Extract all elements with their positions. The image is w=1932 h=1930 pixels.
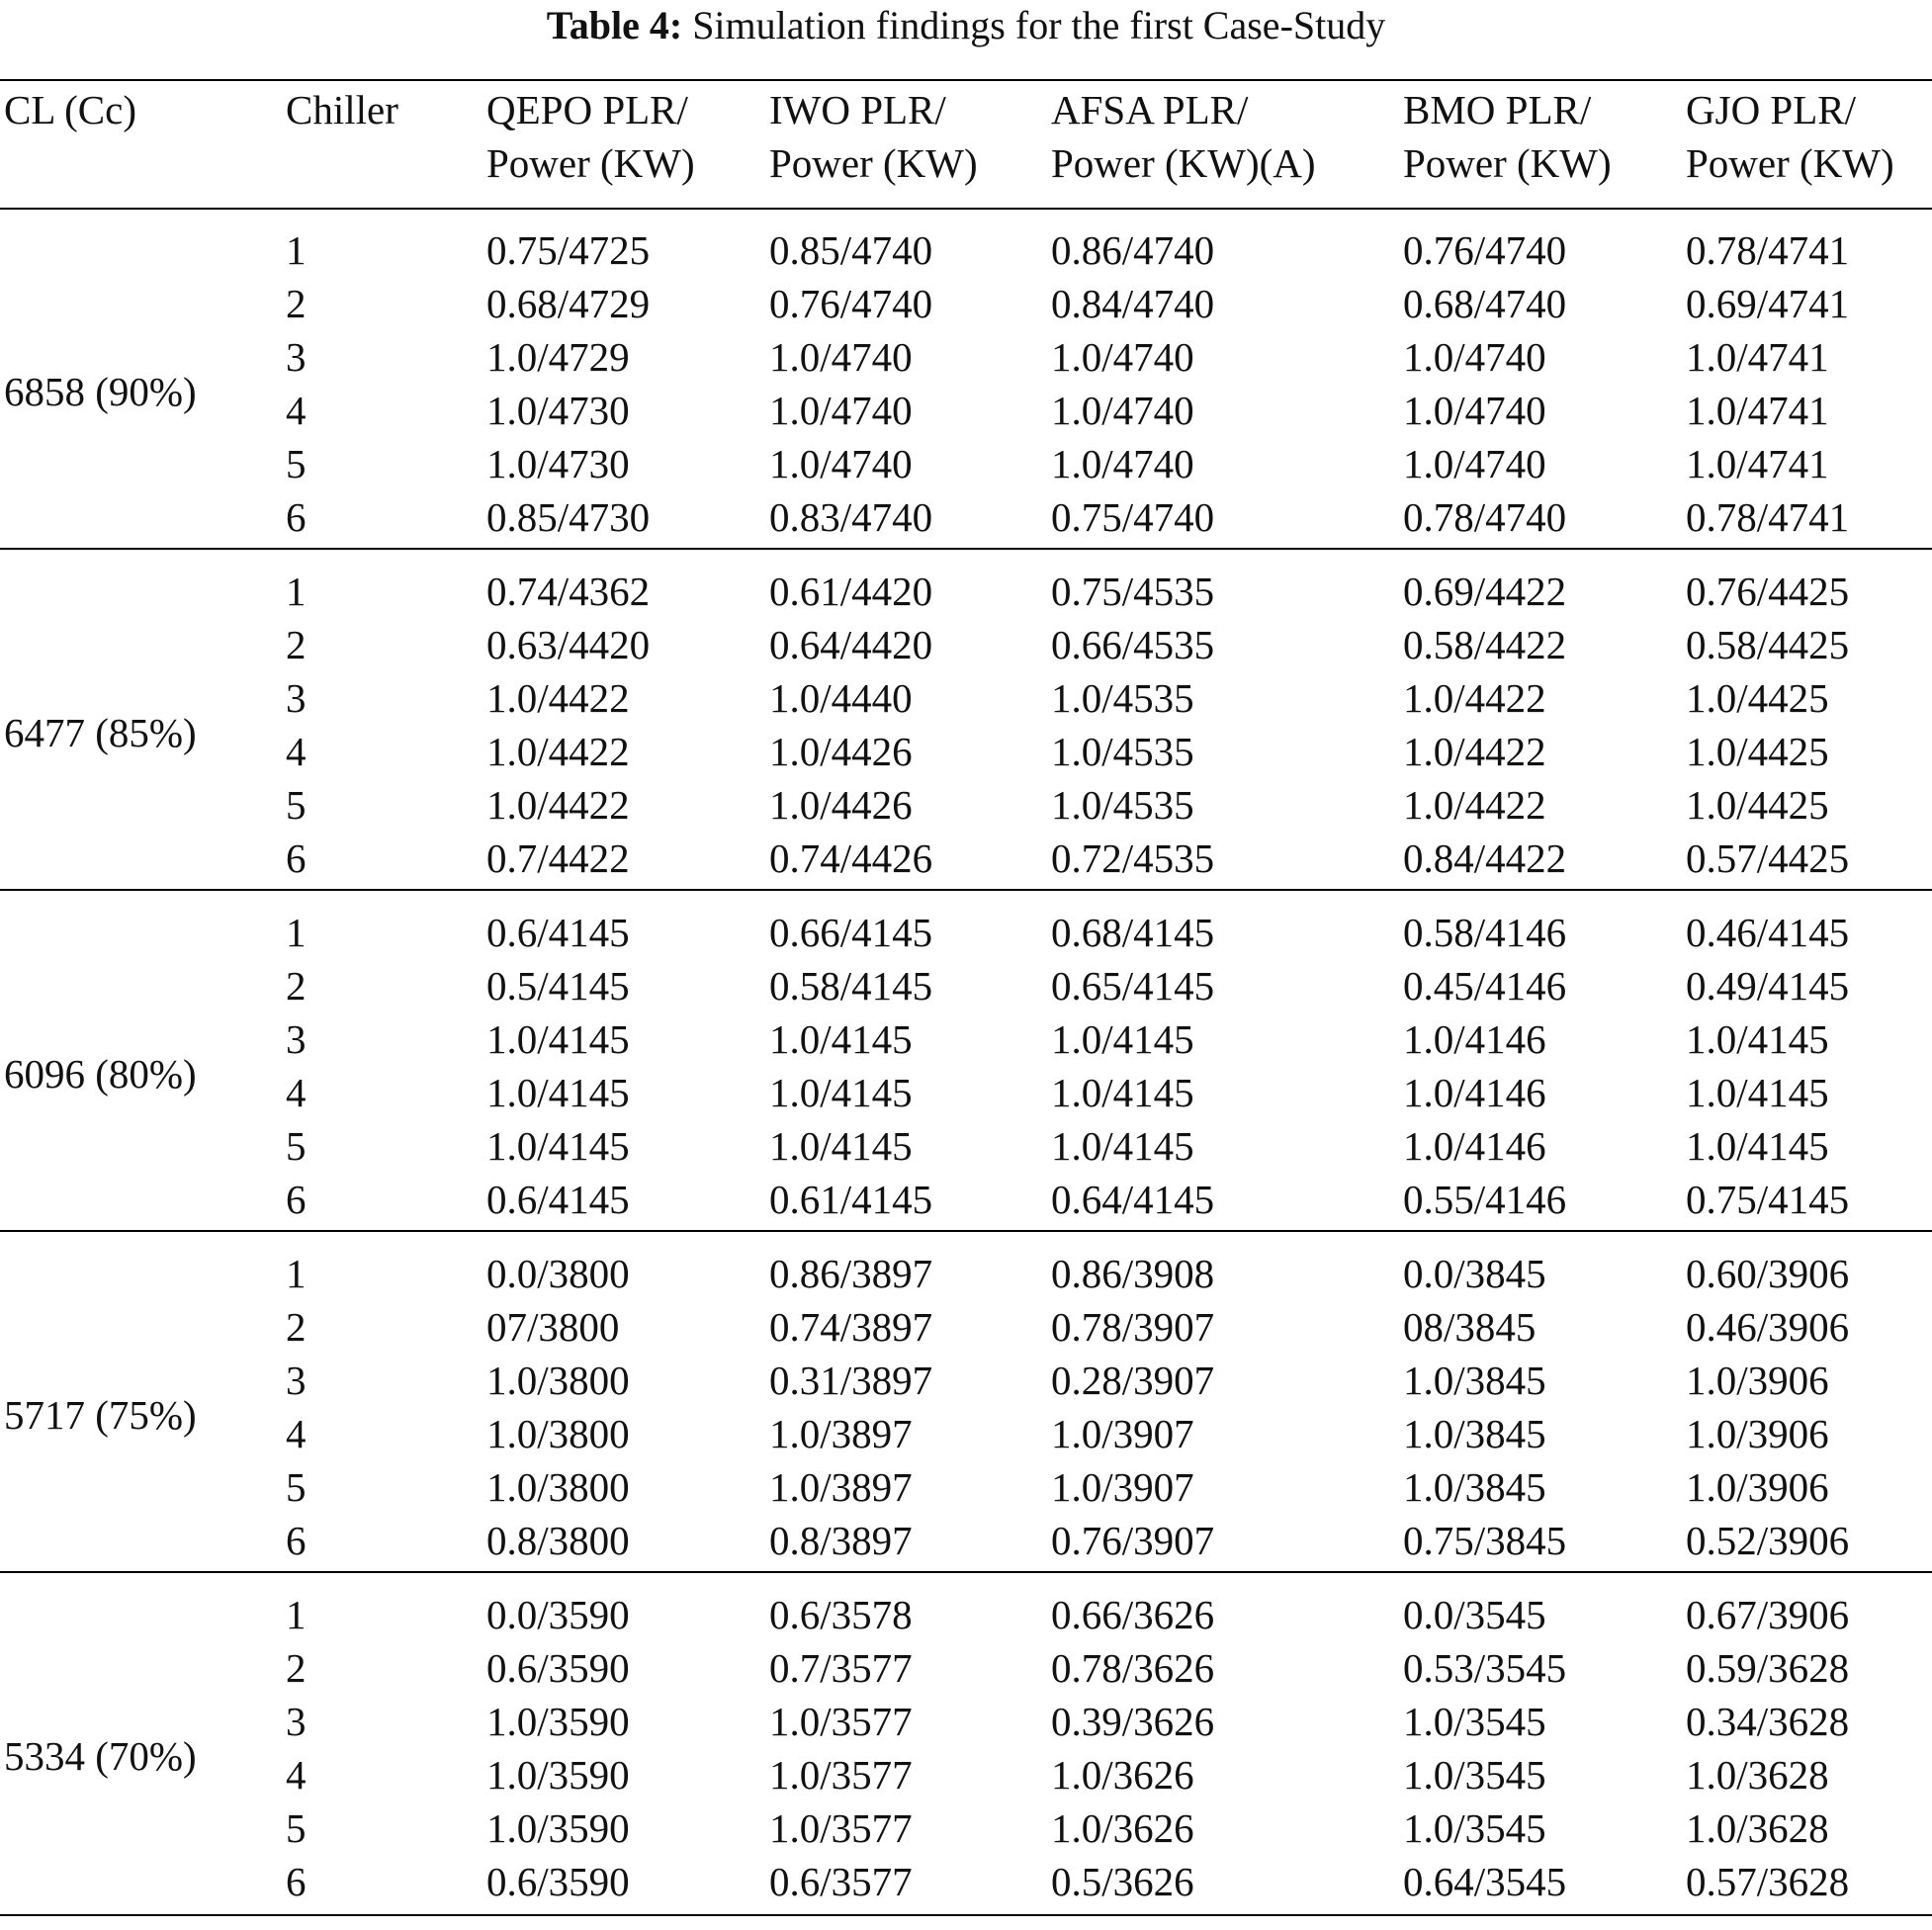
afsa-cell: 0.28/3907 xyxy=(1051,1358,1215,1403)
qepo-cell: 0.6/4145 xyxy=(486,910,630,955)
table-row xyxy=(0,565,1932,618)
afsa-cell: 0.78/3626 xyxy=(1051,1645,1215,1691)
chiller-cell: 5 xyxy=(286,1123,307,1169)
bmo-cell: 0.76/4740 xyxy=(1403,227,1567,273)
bmo-cell: 1.0/4740 xyxy=(1403,334,1546,380)
gjo-cell: 1.0/3906 xyxy=(1686,1358,1829,1403)
table-row xyxy=(0,1173,1932,1226)
bmo-cell: 1.0/3545 xyxy=(1403,1805,1546,1851)
header-afsa xyxy=(1051,83,1316,190)
header-bmo-line2: Power (KW) xyxy=(1403,140,1612,186)
header-qepo-line2: Power (KW) xyxy=(486,140,695,186)
qepo-cell: 0.7/4422 xyxy=(486,835,630,881)
table-row xyxy=(0,277,1932,330)
qepo-cell: 1.0/4422 xyxy=(486,729,630,774)
header-iwo-line1: IWO PLR/ xyxy=(769,87,946,132)
qepo-cell: 1.0/3590 xyxy=(486,1805,630,1851)
qepo-cell: 0.0/3590 xyxy=(486,1592,630,1637)
chiller-cell: 3 xyxy=(286,1016,307,1062)
group-divider-rule xyxy=(0,1230,1932,1232)
table-row xyxy=(0,1247,1932,1300)
afsa-cell: 1.0/3907 xyxy=(1051,1411,1194,1456)
chiller-cell: 1 xyxy=(286,1592,307,1637)
iwo-cell: 0.31/3897 xyxy=(769,1358,933,1403)
gjo-cell: 0.69/4741 xyxy=(1686,281,1850,326)
header-iwo xyxy=(769,83,978,190)
table-row xyxy=(0,1119,1932,1173)
table-row xyxy=(0,223,1932,277)
table-row xyxy=(0,832,1932,885)
chiller-cell: 1 xyxy=(286,227,307,273)
afsa-cell: 0.78/3907 xyxy=(1051,1304,1215,1350)
iwo-cell: 1.0/3897 xyxy=(769,1464,913,1510)
table-caption xyxy=(0,0,1932,51)
header-gjo xyxy=(1686,83,1894,190)
afsa-cell: 0.64/4145 xyxy=(1051,1177,1215,1222)
gjo-cell: 1.0/4741 xyxy=(1686,441,1829,486)
gjo-cell: 0.46/3906 xyxy=(1686,1304,1850,1350)
iwo-cell: 1.0/4740 xyxy=(769,441,913,486)
chiller-cell: 3 xyxy=(286,675,307,721)
iwo-cell: 0.61/4420 xyxy=(769,569,933,614)
iwo-cell: 0.7/3577 xyxy=(769,1645,913,1691)
iwo-cell: 1.0/4426 xyxy=(769,782,913,828)
gjo-cell: 1.0/3906 xyxy=(1686,1464,1829,1510)
gjo-cell: 1.0/4145 xyxy=(1686,1016,1829,1062)
iwo-cell: 1.0/3577 xyxy=(769,1752,913,1798)
chiller-cell: 1 xyxy=(286,1251,307,1296)
chiller-cell: 5 xyxy=(286,782,307,828)
qepo-cell: 1.0/3590 xyxy=(486,1752,630,1798)
qepo-cell: 1.0/3800 xyxy=(486,1358,630,1403)
gjo-cell: 1.0/4741 xyxy=(1686,388,1829,433)
qepo-cell: 0.63/4420 xyxy=(486,622,651,667)
qepo-cell: 1.0/3800 xyxy=(486,1464,630,1510)
gjo-cell: 0.52/3906 xyxy=(1686,1518,1850,1563)
header-chiller-line1: Chiller xyxy=(286,87,398,132)
bmo-cell: 1.0/4146 xyxy=(1403,1016,1546,1062)
bmo-cell: 1.0/4146 xyxy=(1403,1070,1546,1115)
gjo-cell: 1.0/4741 xyxy=(1686,334,1829,380)
bmo-cell: 1.0/3545 xyxy=(1403,1752,1546,1798)
afsa-cell: 1.0/4535 xyxy=(1051,782,1194,828)
chiller-cell: 3 xyxy=(286,1699,307,1744)
table-row xyxy=(0,1588,1932,1641)
table-row xyxy=(0,1855,1932,1908)
iwo-cell: 0.86/3897 xyxy=(769,1251,933,1296)
chiller-cell: 6 xyxy=(286,1518,307,1563)
bmo-cell: 0.78/4740 xyxy=(1403,494,1567,540)
bmo-cell: 1.0/4422 xyxy=(1403,782,1546,828)
table-row xyxy=(0,1801,1932,1855)
gjo-cell: 0.57/4425 xyxy=(1686,835,1850,881)
qepo-cell: 1.0/4422 xyxy=(486,675,630,721)
iwo-cell: 0.83/4740 xyxy=(769,494,933,540)
gjo-cell: 0.75/4145 xyxy=(1686,1177,1850,1222)
chiller-cell: 2 xyxy=(286,1645,307,1691)
bmo-cell: 1.0/3545 xyxy=(1403,1699,1546,1744)
qepo-cell: 1.0/4145 xyxy=(486,1016,630,1062)
bmo-cell: 0.0/3845 xyxy=(1403,1251,1546,1296)
chiller-cell: 2 xyxy=(286,1304,307,1350)
gjo-cell: 1.0/4145 xyxy=(1686,1070,1829,1115)
bmo-cell: 0.84/4422 xyxy=(1403,835,1567,881)
bmo-cell: 0.58/4422 xyxy=(1403,622,1567,667)
iwo-cell: 0.58/4145 xyxy=(769,963,933,1009)
cl-cell: 6858 (90%) xyxy=(4,369,197,414)
iwo-cell: 1.0/4145 xyxy=(769,1123,913,1169)
iwo-cell: 1.0/4440 xyxy=(769,675,913,721)
qepo-cell: 0.6/4145 xyxy=(486,1177,630,1222)
qepo-cell: 0.6/3590 xyxy=(486,1859,630,1904)
table-group xyxy=(0,906,1932,1248)
qepo-cell: 0.68/4729 xyxy=(486,281,651,326)
table-row xyxy=(0,384,1932,437)
header-bmo-line1: BMO PLR/ xyxy=(1403,87,1592,132)
iwo-cell: 0.6/3577 xyxy=(769,1859,913,1904)
bmo-cell: 0.68/4740 xyxy=(1403,281,1567,326)
bmo-cell: 0.55/4146 xyxy=(1403,1177,1567,1222)
qepo-cell: 0.5/4145 xyxy=(486,963,630,1009)
chiller-cell: 2 xyxy=(286,963,307,1009)
qepo-cell: 1.0/3590 xyxy=(486,1699,630,1744)
table-group xyxy=(0,223,1932,566)
gjo-cell: 0.60/3906 xyxy=(1686,1251,1850,1296)
afsa-cell: 0.65/4145 xyxy=(1051,963,1215,1009)
cl-cell: 6096 (80%) xyxy=(4,1051,197,1097)
gjo-cell: 0.78/4741 xyxy=(1686,494,1850,540)
gjo-cell: 0.58/4425 xyxy=(1686,622,1850,667)
afsa-cell: 1.0/4145 xyxy=(1051,1016,1194,1062)
header-cl-line1: CL (Cc) xyxy=(4,87,136,132)
iwo-cell: 1.0/3577 xyxy=(769,1699,913,1744)
table-row xyxy=(0,1695,1932,1748)
chiller-cell: 5 xyxy=(286,1464,307,1510)
table-row xyxy=(0,1300,1932,1354)
table-row xyxy=(0,778,1932,832)
iwo-cell: 0.66/4145 xyxy=(769,910,933,955)
chiller-cell: 5 xyxy=(286,441,307,486)
table-group xyxy=(0,1588,1932,1930)
afsa-cell: 0.76/3907 xyxy=(1051,1518,1215,1563)
table-row xyxy=(0,1407,1932,1460)
iwo-cell: 0.6/3578 xyxy=(769,1592,913,1637)
gjo-cell: 1.0/4425 xyxy=(1686,782,1829,828)
gjo-cell: 0.57/3628 xyxy=(1686,1859,1850,1904)
afsa-cell: 1.0/4535 xyxy=(1051,729,1194,774)
bmo-cell: 0.53/3545 xyxy=(1403,1645,1567,1691)
afsa-cell: 1.0/3626 xyxy=(1051,1805,1194,1851)
table-row xyxy=(0,1012,1932,1066)
iwo-cell: 0.64/4420 xyxy=(769,622,933,667)
chiller-cell: 1 xyxy=(286,910,307,955)
qepo-cell: 0.75/4725 xyxy=(486,227,651,273)
table-row xyxy=(0,906,1932,959)
qepo-cell: 1.0/3800 xyxy=(486,1411,630,1456)
bmo-cell: 1.0/4422 xyxy=(1403,675,1546,721)
chiller-cell: 5 xyxy=(286,1805,307,1851)
chiller-cell: 6 xyxy=(286,835,307,881)
chiller-cell: 6 xyxy=(286,1859,307,1904)
afsa-cell: 1.0/4145 xyxy=(1051,1070,1194,1115)
chiller-cell: 4 xyxy=(286,1411,307,1456)
chiller-cell: 3 xyxy=(286,1358,307,1403)
table-row xyxy=(0,618,1932,671)
afsa-cell: 0.86/3908 xyxy=(1051,1251,1215,1296)
gjo-cell: 0.49/4145 xyxy=(1686,963,1850,1009)
header-afsa-line2: Power (KW)(A) xyxy=(1051,140,1316,186)
table-row xyxy=(0,1514,1932,1567)
afsa-cell: 0.84/4740 xyxy=(1051,281,1215,326)
chiller-cell: 2 xyxy=(286,281,307,326)
gjo-cell: 0.76/4425 xyxy=(1686,569,1850,614)
cl-cell: 5334 (70%) xyxy=(4,1733,197,1779)
afsa-cell: 0.72/4535 xyxy=(1051,835,1215,881)
gjo-cell: 1.0/4425 xyxy=(1686,729,1829,774)
gjo-cell: 0.67/3906 xyxy=(1686,1592,1850,1637)
bmo-cell: 0.0/3545 xyxy=(1403,1592,1546,1637)
bmo-cell: 0.45/4146 xyxy=(1403,963,1567,1009)
table-row xyxy=(0,1748,1932,1801)
gjo-cell: 0.59/3628 xyxy=(1686,1645,1850,1691)
iwo-cell: 1.0/4145 xyxy=(769,1070,913,1115)
table-row xyxy=(0,725,1932,778)
afsa-cell: 0.5/3626 xyxy=(1051,1859,1194,1904)
gjo-cell: 1.0/3628 xyxy=(1686,1805,1829,1851)
chiller-cell: 3 xyxy=(286,334,307,380)
header-chiller xyxy=(286,83,398,136)
chiller-cell: 2 xyxy=(286,622,307,667)
gjo-cell: 0.78/4741 xyxy=(1686,227,1850,273)
afsa-cell: 0.86/4740 xyxy=(1051,227,1215,273)
qepo-cell: 07/3800 xyxy=(486,1304,620,1350)
afsa-cell: 0.66/4535 xyxy=(1051,622,1215,667)
iwo-cell: 1.0/4740 xyxy=(769,388,913,433)
bmo-cell: 1.0/4740 xyxy=(1403,441,1546,486)
table-row xyxy=(0,437,1932,490)
afsa-cell: 1.0/4740 xyxy=(1051,441,1194,486)
group-divider-rule xyxy=(0,889,1932,891)
table-row xyxy=(0,330,1932,384)
bmo-cell: 1.0/4740 xyxy=(1403,388,1546,433)
bmo-cell: 0.75/3845 xyxy=(1403,1518,1567,1563)
table-row xyxy=(0,490,1932,544)
afsa-cell: 1.0/4740 xyxy=(1051,334,1194,380)
qepo-cell: 0.85/4730 xyxy=(486,494,651,540)
qepo-cell: 1.0/4730 xyxy=(486,388,630,433)
iwo-cell: 1.0/4145 xyxy=(769,1016,913,1062)
afsa-cell: 1.0/4740 xyxy=(1051,388,1194,433)
header-qepo xyxy=(486,83,695,190)
afsa-cell: 0.68/4145 xyxy=(1051,910,1215,955)
iwo-cell: 1.0/3897 xyxy=(769,1411,913,1456)
table-bottom-rule xyxy=(0,1914,1932,1916)
afsa-cell: 1.0/3907 xyxy=(1051,1464,1194,1510)
chiller-cell: 6 xyxy=(286,1177,307,1222)
afsa-cell: 0.66/3626 xyxy=(1051,1592,1215,1637)
gjo-cell: 1.0/3628 xyxy=(1686,1752,1829,1798)
chiller-cell: 4 xyxy=(286,1070,307,1115)
group-divider-rule xyxy=(0,1571,1932,1573)
bmo-cell: 1.0/3845 xyxy=(1403,1464,1546,1510)
qepo-cell: 1.0/4422 xyxy=(486,782,630,828)
afsa-cell: 0.75/4535 xyxy=(1051,569,1215,614)
table-group xyxy=(0,565,1932,907)
table-row xyxy=(0,959,1932,1012)
qepo-cell: 1.0/4145 xyxy=(486,1070,630,1115)
qepo-cell: 1.0/4730 xyxy=(486,441,630,486)
afsa-cell: 1.0/3626 xyxy=(1051,1752,1194,1798)
cl-cell: 5717 (75%) xyxy=(4,1392,197,1438)
header-gjo-line1: GJO PLR/ xyxy=(1686,87,1857,132)
header-gjo-line2: Power (KW) xyxy=(1686,140,1894,186)
iwo-cell: 0.61/4145 xyxy=(769,1177,933,1222)
iwo-cell: 0.8/3897 xyxy=(769,1518,913,1563)
header-iwo-line2: Power (KW) xyxy=(769,140,978,186)
qepo-cell: 0.0/3800 xyxy=(486,1251,630,1296)
table-caption-text: Simulation findings for the first Case-Study xyxy=(692,3,1386,47)
table-row xyxy=(0,1066,1932,1119)
chiller-cell: 4 xyxy=(286,388,307,433)
iwo-cell: 0.76/4740 xyxy=(769,281,933,326)
group-divider-rule xyxy=(0,548,1932,550)
gjo-cell: 1.0/4145 xyxy=(1686,1123,1829,1169)
table-row xyxy=(0,1460,1932,1514)
qepo-cell: 0.8/3800 xyxy=(486,1518,630,1563)
bmo-cell: 1.0/4422 xyxy=(1403,729,1546,774)
table-group xyxy=(0,1247,1932,1589)
gjo-cell: 1.0/3906 xyxy=(1686,1411,1829,1456)
qepo-cell: 0.74/4362 xyxy=(486,569,651,614)
afsa-cell: 0.39/3626 xyxy=(1051,1699,1215,1744)
chiller-cell: 4 xyxy=(286,1752,307,1798)
chiller-cell: 6 xyxy=(286,494,307,540)
header-bmo xyxy=(1403,83,1612,190)
table-row xyxy=(0,671,1932,725)
table-caption-label: Table 4: xyxy=(546,3,683,47)
table-header-rule xyxy=(0,208,1932,210)
iwo-cell: 0.74/3897 xyxy=(769,1304,933,1350)
table-header-row xyxy=(0,83,1932,202)
qepo-cell: 1.0/4729 xyxy=(486,334,630,380)
iwo-cell: 0.74/4426 xyxy=(769,835,933,881)
header-cl xyxy=(4,83,136,136)
gjo-cell: 0.46/4145 xyxy=(1686,910,1850,955)
bmo-cell: 08/3845 xyxy=(1403,1304,1537,1350)
chiller-cell: 4 xyxy=(286,729,307,774)
qepo-cell: 0.6/3590 xyxy=(486,1645,630,1691)
afsa-cell: 1.0/4535 xyxy=(1051,675,1194,721)
cl-cell: 6477 (85%) xyxy=(4,710,197,755)
table-row xyxy=(0,1641,1932,1695)
bmo-cell: 0.58/4146 xyxy=(1403,910,1567,955)
afsa-cell: 1.0/4145 xyxy=(1051,1123,1194,1169)
gjo-cell: 0.34/3628 xyxy=(1686,1699,1850,1744)
gjo-cell: 1.0/4425 xyxy=(1686,675,1829,721)
table-row xyxy=(0,1354,1932,1407)
bmo-cell: 1.0/3845 xyxy=(1403,1411,1546,1456)
iwo-cell: 0.85/4740 xyxy=(769,227,933,273)
bmo-cell: 0.69/4422 xyxy=(1403,569,1567,614)
chiller-cell: 1 xyxy=(286,569,307,614)
bmo-cell: 1.0/4146 xyxy=(1403,1123,1546,1169)
qepo-cell: 1.0/4145 xyxy=(486,1123,630,1169)
iwo-cell: 1.0/4426 xyxy=(769,729,913,774)
table-top-rule xyxy=(0,79,1932,81)
header-afsa-line1: AFSA PLR/ xyxy=(1051,87,1249,132)
bmo-cell: 0.64/3545 xyxy=(1403,1859,1567,1904)
header-qepo-line1: QEPO PLR/ xyxy=(486,87,688,132)
afsa-cell: 0.75/4740 xyxy=(1051,494,1215,540)
iwo-cell: 1.0/4740 xyxy=(769,334,913,380)
bmo-cell: 1.0/3845 xyxy=(1403,1358,1546,1403)
iwo-cell: 1.0/3577 xyxy=(769,1805,913,1851)
